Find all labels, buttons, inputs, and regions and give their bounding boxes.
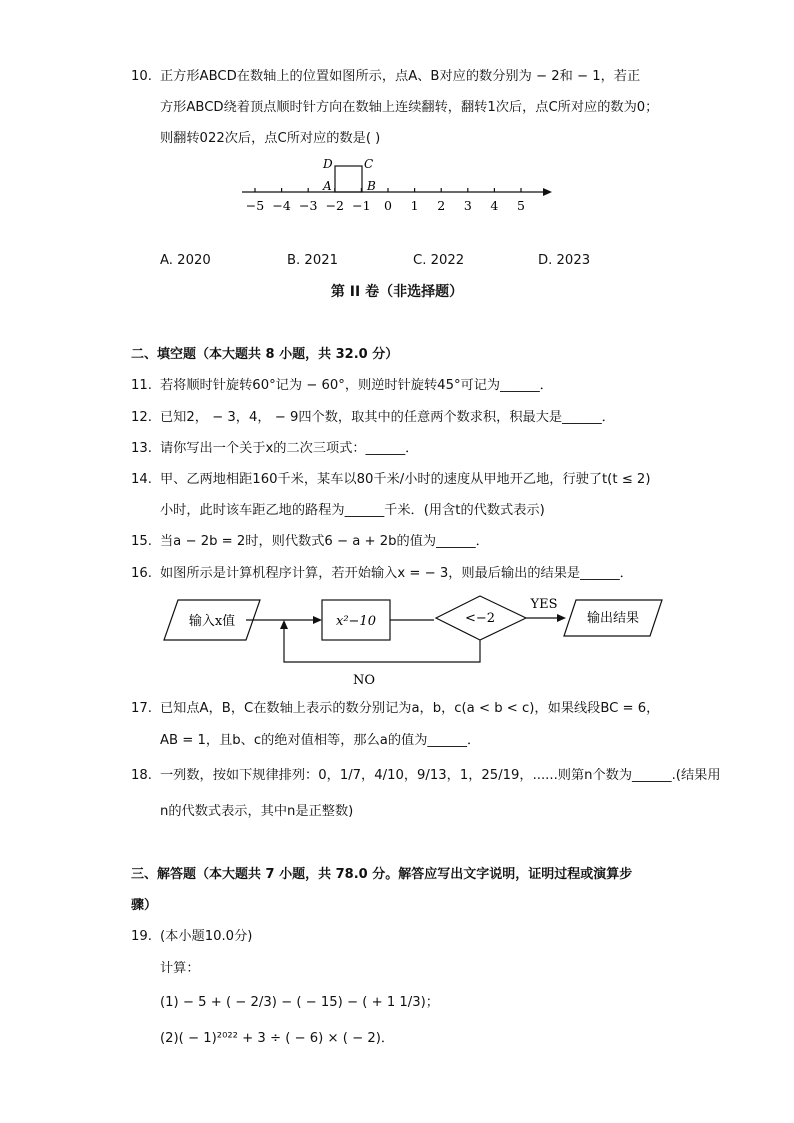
q17-text-line2: AB = 1，且b、c的绝对值相等，那么a的值为______． — [160, 733, 481, 748]
tick-label: 1 — [410, 198, 419, 213]
q19-number: 19. — [131, 929, 152, 944]
q14-text-line2: 小时，此时该车距乙地的路程为______千米．(用含t的代数式表示) — [160, 503, 545, 518]
condition-label: <−2 — [464, 611, 496, 626]
q10-number: 10. — [131, 69, 152, 84]
section2-title: 二、填空题（本大题共 8 小题，共 32.0 分） — [131, 347, 399, 362]
q11-number: 11. — [131, 378, 152, 393]
flowchart-figure — [160, 588, 670, 693]
q16-text: 如图所示是计算机程序计算，若开始输入x = − 3，则最后输出的结果是______． — [160, 566, 633, 581]
q10-text-line1: 正方形ABCD在数轴上的位置如图所示，点A、B对应的数分别为 − 2和 − 1，若正 — [160, 69, 641, 84]
tick-label: 0 — [384, 198, 392, 213]
q10-option-c[interactable]: C. 2022 — [413, 253, 465, 268]
arrow-head-icon — [313, 616, 322, 624]
q19-item2: (2)( − 1)²⁰²² + 3 ÷ ( − 6) × ( − 2)． — [160, 1031, 395, 1046]
q14-number: 14. — [131, 472, 152, 487]
section3-title-line1: 三、解答题（本大题共 7 小题，共 78.0 分。解答应写出文字说明，证明过程或演算步 — [131, 867, 633, 882]
q16-number: 16. — [131, 566, 152, 581]
number-line-figure — [230, 150, 560, 220]
tick-label: −5 — [245, 198, 265, 213]
q10-option-b[interactable]: B. 2021 — [287, 253, 338, 268]
q13-number: 13. — [131, 441, 152, 456]
tick-label: 4 — [490, 198, 499, 213]
q10-option-a[interactable]: A. 2020 — [160, 253, 211, 268]
part2-title: 第 II 卷（非选择题） — [330, 284, 464, 300]
tick-label: 3 — [463, 198, 472, 213]
tick-label: −4 — [272, 198, 291, 213]
label-c: C — [364, 157, 374, 171]
q17-text-line1: 已知点A，B，C在数轴上表示的数分别记为a，b，c(a < b < c)，如果线段BC = 6， — [160, 701, 660, 716]
label-b: B — [367, 179, 376, 193]
label-d: D — [323, 157, 333, 171]
q19-header: (本小题10.0分) — [160, 929, 253, 944]
q14-text-line1: 甲、乙两地相距160千米，某车以80千米/小时的速度从甲地开乙地，行驶了t(t ≤ 2) — [160, 472, 651, 487]
no-label: NO — [352, 673, 376, 688]
label-a: A — [323, 179, 332, 193]
loop-back-line — [284, 622, 480, 662]
q18-text-line2: n的代数式表示，其中n是正整数) — [160, 804, 354, 819]
q10-option-d[interactable]: D. 2023 — [538, 253, 591, 268]
q11-text: 若将顺时针旋转60°记为 − 60°，则逆时针旋转45°可记为______． — [160, 378, 553, 393]
square-abcd — [335, 166, 362, 192]
process-label: x²−10 — [336, 614, 376, 629]
yes-label: YES — [530, 597, 558, 612]
arrow-head-yes-icon — [557, 614, 566, 622]
section3-title-line2: 骤） — [131, 898, 158, 913]
tick-label: 5 — [517, 198, 525, 213]
q15-number: 15. — [131, 534, 152, 549]
axis-arrow-icon — [543, 188, 552, 196]
input-label: 输入x值 — [188, 614, 236, 629]
arrow-head-loop-icon — [280, 620, 288, 629]
q12-number: 12. — [131, 410, 152, 425]
tick-label: 2 — [437, 198, 446, 213]
q18-text-line1: 一列数，按如下规律排列：0，1/7，4/10，9/13，1，25/19，......则第n个数为______.(结果用 — [160, 768, 721, 783]
q19-intro: 计算： — [160, 961, 200, 976]
q12-text: 已知2， − 3，4， − 9四个数，取其中的任意两个数求积，积最大是______． — [160, 410, 615, 425]
q15-text: 当a − 2b = 2时，则代数式6 − a + 2b的值为______． — [160, 534, 489, 549]
q13-text: 请你写出一个关于x的二次三项式：______． — [160, 441, 419, 456]
tick-label: −2 — [325, 198, 345, 213]
q19-item1: (1) − 5 + ( − 2/3) − ( − 15) − ( + 1 1/3)； — [160, 995, 439, 1010]
q18-number: 18. — [131, 768, 152, 783]
q10-text-line2: 方形ABCD绕着顶点顺时针方向在数轴上连续翻转，翻转1次后，点C所对应的数为0； — [160, 100, 659, 115]
output-label: 输出结果 — [586, 611, 640, 626]
q17-number: 17. — [131, 701, 152, 716]
tick-label: −1 — [352, 198, 371, 213]
tick-label: −3 — [298, 198, 318, 213]
q10-text-line3: 则翻转022次后，点C所对应的数是( ) — [160, 131, 381, 146]
